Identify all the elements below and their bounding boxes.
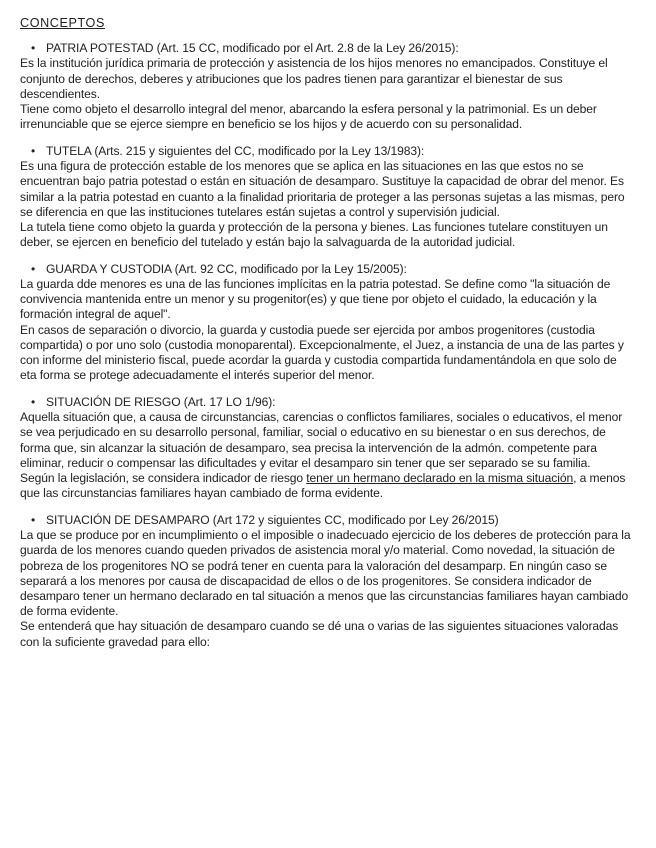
paragraph: Es una figura de protección estable de los menores que se aplica en las situaciones en las que estos no se encuentran bajo patria potestad o están en situación de desamparo. Sustituye la capacidad de obrar del menor. Es similar a la patria potestad en cuanto a la finalidad prioritaria de proteger a las personas sujetas a las mismas, pero se diferencia en que las instituciones tutelares están sujetas a control y supervisión judicial.	[20, 159, 625, 219]
paragraph: La guarda dde menores es una de las funciones implícitas en la patria potestad. Se define como "la situación de convivencia mantenida entre un menor y su progenitor(es) y que tiene por objeto el cuidado, la educación y la formación integral de aquel".	[20, 277, 611, 322]
section-heading: • TUTELA (Arts. 215 y siguientes del CC, modificado por la Ley 13/1983):	[20, 144, 634, 159]
section-patria-potestad	[20, 41, 634, 132]
underlined-phrase: tener un hermano declarado en la misma situación	[306, 470, 574, 485]
section-heading: • SITUACIÓN DE DESAMPARO (Art 172 y siguientes CC, modificado por Ley 26/2015)	[20, 513, 634, 528]
section-tutela	[20, 144, 634, 250]
bullet-icon: •	[30, 512, 36, 527]
paragraph: Según la legislación, se considera indicador de riesgo tener un hermano declarado en la misma situación, a menos que las circunstancias familiares hayan cambiado de forma evidente.	[20, 470, 626, 501]
bullet-icon: •	[30, 41, 36, 56]
section-heading: • GUARDA Y CUSTODIA (Art. 92 CC, modificado por la Ley 15/2005):	[20, 262, 634, 277]
section-situacion-desamparo	[20, 513, 634, 650]
bullet-icon: •	[30, 394, 36, 409]
paragraph: La que se produce por en incumplimiento o el imposible o inadecuado ejercicio de los deberes de protección para la guarda de los menores cuando queden privados de asistencia moral y/o material. Como novedad, la situación de pobreza de los progenitores NO se podrá tener en cuenta para la valoración del desamparp. En ningún caso se separará a los menores por causa de discapacidad de ellos o de los progenitores. Se considera indicador de desamparo tener un hermano declarado en tal situación a menos que las circunstancias familiares hayan cambiado de forma evidente.	[20, 528, 631, 619]
bullet-icon: •	[30, 261, 36, 276]
paragraph: En casos de separación o divorcio, la guarda y custodia puede ser ejercida por ambos progenitores (custodia compartida) o por uno solo (custodia monoparental). Excepcionalmente, el Juez, a instancia de una de las partes y con informe del ministerio fiscal, puede acordar la guarda y custodia compartida fundamentándola en que solo de eta forma se protege adecuadamente el interés superior del menor.	[20, 322, 624, 383]
paragraph: Se entenderá que hay situación de desamparo cuando se dé una o varias de las siguientes situaciones valoradas con la suficiente gravedad para ello:	[20, 619, 619, 649]
bullet-icon: •	[30, 143, 36, 158]
section-situacion-riesgo	[20, 395, 634, 501]
section-guarda-custodia	[20, 262, 634, 384]
page-title: CONCEPTOS	[20, 16, 105, 30]
section-heading: • SITUACIÓN DE RIESGO (Art. 17 LO 1/96):	[20, 395, 634, 410]
paragraph: La tutela tiene como objeto la guarda y protección de la persona y bienes. Las funciones tutelare constituyen un deber, se ejercen en beneficio del tutelado y están bajo la salvaguarda de la autoridad judicial.	[20, 219, 608, 250]
paragraph: Aquella situación que, a causa de circunstancias, carencias o conflictos familiares, sociales o educativos, el menor se vea perjudicado en su desarrollo personal, familiar, social o educativo en su bienestar o en sus derechos, de forma que, sin alcanzar la situación de desamparo, sea precisa la intervención de la admón. competente para eliminar, reducir o compensar las dificultades y evitar el desamparo sin tener que ser separado se su familia.	[20, 410, 623, 470]
paragraph: Es la institución jurídica primaria de protección y asistencia de los hijos menores no emancipados. Constituye el conjunto de derechos, deberes y atribuciones que los padres tienen para garantizar el bienestar de sus descendientes.	[20, 56, 608, 101]
section-heading: • PATRIA POTESTAD (Art. 15 CC, modificado por el Art. 2.8 de la Ley 26/2015):	[20, 41, 634, 56]
paragraph: Tiene como objeto el desarrollo integral del menor, abarcando la esfera personal y la patrimonial. Es un deber irrenunciable que se ejerce siempre en beneficio se los hijos y de acuerdo con su personalidad.	[20, 102, 597, 132]
